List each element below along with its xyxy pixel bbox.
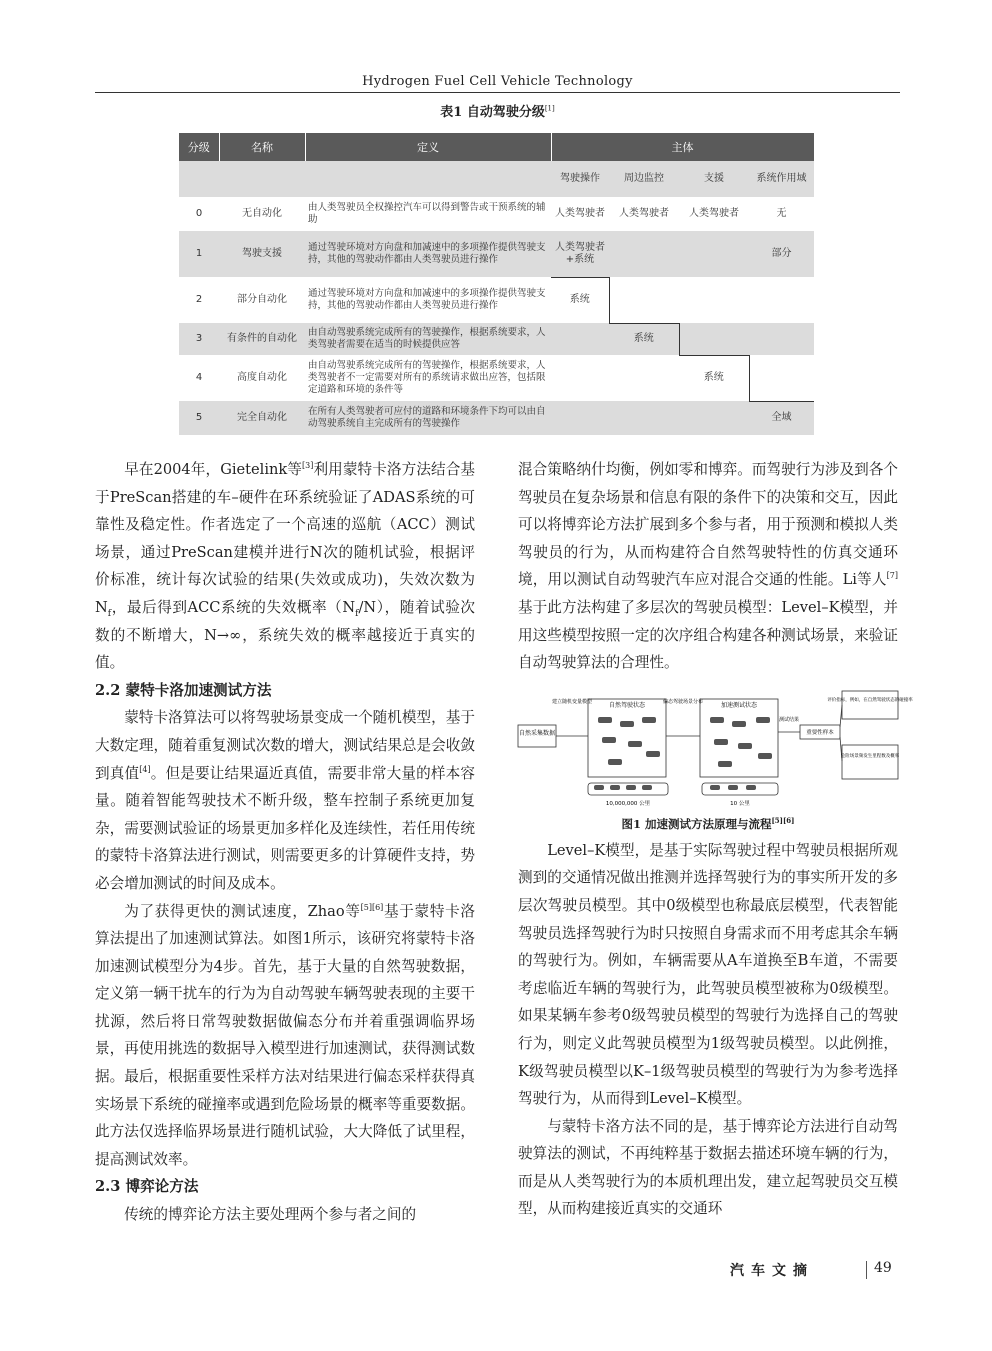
model-label: 建立随机变量模型	[551, 698, 593, 705]
row-level: 0	[179, 197, 219, 231]
subheader-monitoring: 周边监控	[609, 161, 679, 197]
row-operation: 人类驾驶者+系统	[551, 231, 609, 277]
row-monitoring: 人类驾驶者	[609, 197, 679, 231]
figure-accelerated-testing	[518, 691, 913, 813]
header-rule	[95, 92, 900, 93]
header-level: 分级	[179, 133, 219, 161]
row-level: 5	[179, 401, 219, 435]
natural-data-label: 自然采集数据	[518, 729, 556, 737]
row-name: 无自动化	[219, 197, 305, 231]
header-definition: 定义	[305, 133, 551, 161]
header-name: 名称	[219, 133, 305, 161]
row-level: 4	[179, 355, 219, 401]
flow-diagram	[518, 691, 913, 813]
skew-label: 偏态驾驶场景分布	[662, 698, 704, 705]
row-definition: 通过驾驶环境对方向盘和加减速中的多项操作提供驾驶支持，其他的驾驶动作都由人类驾驶员进行操作	[305, 231, 551, 277]
row-support: 人类驾驶者	[679, 197, 749, 231]
row-name: 高度自动化	[219, 355, 305, 401]
row-definition: 在所有人类驾驶者可应付的道路和环境条件下均可以由自动驾驶系统自主完成所有的驾驶操作	[305, 401, 551, 435]
table-row	[179, 231, 814, 277]
table-row	[179, 277, 814, 323]
paragraph: 与蒙特卡洛方法不同的是，基于博弈论方法进行自动驾驶算法的测试，不再纯粹基于数据去描述环境车辆的行为，而是从人类驾驶行为的本质机理出发，建立起驾驶员交互模型，从而构建接近真实的交通环	[518, 1117, 898, 1218]
paragraph: 为了获得更快的测试速度，Zhao等[5][6]基于蒙特卡洛算法提出了加速测试算法。如图1所示，该研究将蒙特卡洛加速测试模型分为4步。首先，基于大量的自然驾驶数据，定义第一辆干扰车的行为为自动驾驶车辆驾驶表现的主要干扰源，然后将日常驾驶数据做偏态分布并着重强调临界场景，再使用挑选的数据导入模型进行加速测试，获得测试数据。最后，根据重要性采样方法对结果进行偏态采样获得真实场景下系统的碰撞率或遇到危险场景的概率等重要数据。此方法仅选择临界场景进行随机试验，大大降低了试里程，提高测试效率。	[95, 902, 475, 1168]
paragraph: 传统的博弈论方法主要处理两个参与者之间的	[124, 1206, 417, 1224]
table-row	[179, 401, 814, 435]
row-definition: 由自动驾驶系统完成所有的驾驶操作，根据系统要求，人类驾驶者需要在适当的时候提供应答	[305, 323, 551, 355]
table-row	[179, 323, 814, 355]
importance-label: 重要性样本	[806, 729, 834, 736]
row-name: 有条件的自动化	[219, 323, 305, 355]
table-row	[179, 355, 814, 401]
row-level: 2	[179, 277, 219, 323]
table-caption: 表1 自动驾驶分级[1]	[440, 104, 555, 120]
row-name: 部分自动化	[219, 277, 305, 323]
figure-caption: 图1 加速测试方法原理与流程[5][6]	[621, 815, 795, 831]
autonomy-level-table	[179, 133, 815, 435]
footer-divider	[866, 1261, 867, 1279]
danger-label: 危险场景频发生里程数及概率	[840, 753, 900, 759]
right-column	[518, 456, 913, 1223]
eval-box	[842, 691, 898, 719]
natural-state-label: 自然驾驶状态	[608, 701, 646, 709]
table-header-row	[179, 133, 814, 161]
row-support: 系统	[679, 355, 749, 401]
row-domain: 全域	[749, 401, 814, 435]
natural-state-box	[588, 699, 666, 777]
paragraph: 早在2004年，Gietelink等[3]利用蒙特卡洛方法结合基于PreScan搭建的车–硬件在环系统验证了ADAS系统的可靠性及稳定性。作者选定了一个高速的巡航（ACC）测试场景，通过PreScan建模并进行N次的随机试验，根据评价标准，统计每次试验的结果(失效或成功)，失效次数为$N_f$，最后得到ACC系统的失效概率$(N_f/N)$，随着试验次数的不断增大，N→∞，系统失效的概率越接近于真实的值。	[95, 461, 475, 672]
page-number: 49	[874, 1260, 892, 1276]
left-column	[95, 456, 475, 1229]
section-heading-2-3: 2.3 博弈论方法	[95, 1178, 199, 1196]
subheader-operation: 驾驶操作	[551, 161, 609, 197]
journal-name: 汽车文摘	[730, 1263, 814, 1279]
paragraph: 混合策略纳什均衡，例如零和博弈。而驾驶行为涉及到各个驾驶员在复杂场景和信息有限的条件下的决策和交互，因此可以将博弈论方法扩展到多个参与者，用于预测和模拟人类驾驶员的行为，从而构建符合自然驾驶特性的仿真交通环境，用以测试自动驾驶汽车应对混合交通的性能。Li等人[7]基于此方法构建了多层次的驾驶员模型：Level–K模型，并用这些模型按照一定的次序组合构建各种测试场景，来验证自动驾驶算法的合理性。	[518, 461, 898, 672]
row-definition: 由人类驾驶员全权操控汽车可以得到警告或干预系统的辅助	[305, 197, 551, 231]
miles-accel: 10 公里	[730, 800, 750, 807]
row-domain: 无	[749, 197, 814, 231]
row-operation: 系统	[551, 277, 609, 323]
row-level: 1	[179, 231, 219, 277]
subheader-domain: 系统作用域	[749, 161, 814, 197]
header-subject: 主体	[551, 133, 814, 161]
table-subheader-row	[179, 161, 814, 197]
row-domain: 部分	[749, 231, 814, 277]
miles-natural: 10,000,000 公里	[605, 800, 651, 807]
test-result-label: 测试结果	[778, 716, 800, 723]
eval-label: 评价指标，例如，在自然驾驶状态的碰撞率	[827, 697, 913, 703]
running-title: Hydrogen Fuel Cell Vehicle Technology	[362, 74, 633, 89]
row-definition: 通过驾驶环境对方向盘和加减速中的多项操作提供驾驶支持，其他的驾驶动作都由人类驾驶员进行操作	[305, 277, 551, 323]
row-level: 3	[179, 323, 219, 355]
row-definition: 由自动驾驶系统完成所有的驾驶操作，根据系统要求，人类驾驶者不一定需要对所有的系统请求做出应答，包括限定道路和环境的条件等	[305, 355, 551, 401]
row-name: 驾驶支援	[219, 231, 305, 277]
table-row	[179, 197, 814, 231]
row-name: 完全自动化	[219, 401, 305, 435]
danger-box	[842, 745, 898, 779]
section-heading-2-2: 2.2 蒙特卡洛加速测试方法	[95, 681, 272, 699]
accel-state-label: 加速测试状态	[720, 701, 758, 709]
row-monitoring: 系统	[609, 323, 679, 355]
paragraph: Level–K模型，是基于实际驾驶过程中驾驶员根据所观测到的交通情况做出推测并选择驾驶行为的事实所开发的多层次驾驶员模型。其中0级模型也称最底层模型，代表智能驾驶员选择驾驶行为时只按照自身需求而不用考虑其余车辆的驾驶行为。例如，车辆需要从A车道换至B车道，不需要考虑临近车辆的驾驶行为，此驾驶员模型被称为0级模型。如果某辆车参考0级驾驶员模型的驾驶行为选择自己的驾驶行为，则定义此驾驶员模型为1级驾驶员模型。以此例推，K级驾驶员模型以K–1级驾驶员模型的驾驶行为为参考选择驾驶行为，从而得到Level–K模型。	[518, 841, 898, 1108]
accel-state-box	[700, 699, 778, 777]
subheader-support: 支援	[679, 161, 749, 197]
row-operation: 人类驾驶者	[551, 197, 609, 231]
paragraph: 蒙特卡洛算法可以将驾驶场景变成一个随机模型，基于大数定理，随着重复测试次数的增大，测试结果总是会收敛到真值[4]。但是要让结果逼近真值，需要非常大量的样本容量。随着智能驾驶技术不断升级，整车控制子系统更加复杂，需要测试验证的场景更加多样化及连续性，若任用传统的蒙特卡洛算法进行测试，则需要更多的计算硬件支持，势必会增加测试的时间及成本。	[95, 709, 475, 892]
